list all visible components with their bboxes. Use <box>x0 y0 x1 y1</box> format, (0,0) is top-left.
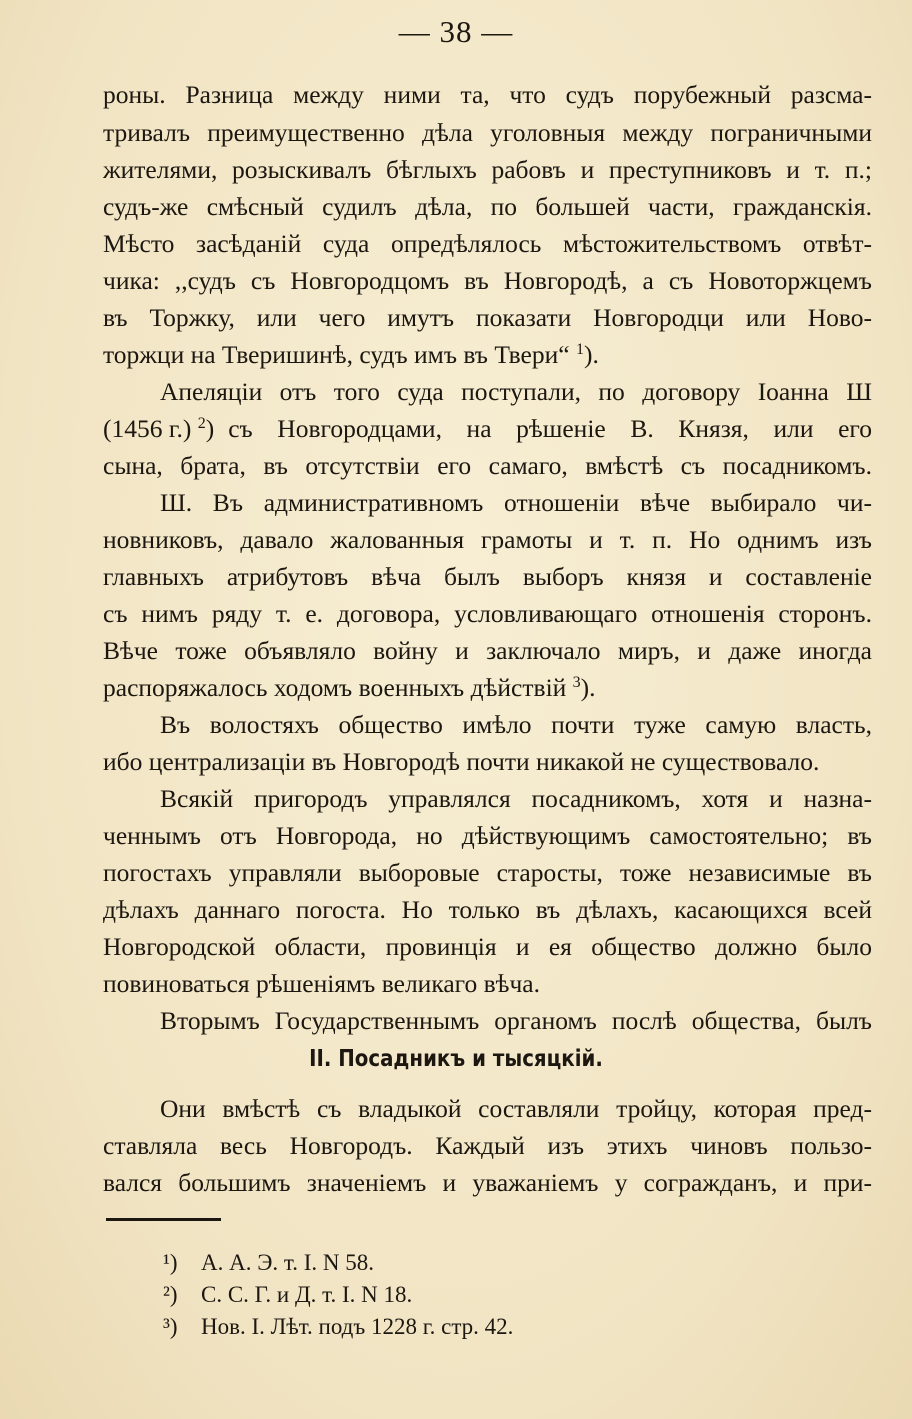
text-line-content: торжци на Тверишинѣ, судъ имъ въ Твери“ <box>103 340 570 369</box>
text-line: сына, брата, въ отсутствіи его самаго, вмѣстѣ съ посадникомъ. <box>103 451 872 480</box>
text-line: въ Торжку, или чего имутъ показати Новгородци или Ново- <box>103 303 872 332</box>
text-line-rest: съ Новгородцами, на рѣшеніе В. Князя, или его <box>228 414 872 443</box>
text-line: ставляла весь Новгородъ. Каждый изъ этихъ чиновъ пользо- <box>103 1131 872 1160</box>
footnote-mark: ¹) <box>163 1250 178 1275</box>
footnote-ref-close: ) <box>205 414 215 443</box>
footnote-mark: ³) <box>163 1314 178 1339</box>
text-line <box>103 342 599 368</box>
text-line: дѣлахъ даннаго погоста. Но только въ дѣлахъ, касающихся всей <box>103 895 872 924</box>
text-line: Ш. Въ административномъ отношеніи вѣче выбирало чи- <box>160 488 872 517</box>
page-number: — 38 — <box>398 14 514 49</box>
text-line: повиноваться рѣшеніямъ великаго вѣча. <box>103 969 540 998</box>
text-line: Они вмѣстѣ съ владыкой составляли тройцу, которая пред- <box>160 1094 872 1123</box>
text-line: Новгородской области, провинція и ея общество должно было <box>103 932 872 961</box>
footnote-ref: 3 <box>572 674 581 691</box>
text-line: главныхъ атрибутовъ вѣча былъ выборъ князя и составленіе <box>103 562 872 591</box>
text-line: жителями, розыскивалъ бѣглыхъ рабовъ и преступниковъ и т. п.; <box>103 155 872 184</box>
text-line: погостахъ управляли выборовые старосты, тоже независимые въ <box>103 858 872 887</box>
text-line: новниковъ, давало жалованныя грамоты и т. п. Но однимъ изъ <box>103 525 872 554</box>
footnote-text: А. А. Э. т. I. N 58. <box>201 1250 374 1275</box>
footnote-mark: ²) <box>163 1282 178 1307</box>
text-line <box>103 675 596 701</box>
text-line: роны. Разница между ними та, что судъ порубежный разсма- <box>103 80 872 109</box>
text-line: тривалъ преимущественно дѣла уголовныя между пограничными <box>103 118 872 147</box>
footnote-text: Нов. I. Лѣт. подъ 1228 г. стр. 42. <box>201 1314 514 1339</box>
footnote-divider <box>106 1218 221 1221</box>
footnote-ref: 2 <box>197 415 206 432</box>
footnote-ref-close: ). <box>580 673 596 702</box>
text-line: ибо централизаціи въ Новгородѣ почти никакой не существовало. <box>103 747 820 776</box>
text-line: Вторымъ Государственнымъ органомъ послѣ общества, былъ <box>160 1006 872 1035</box>
footnote-text: С. С. Г. и Д. т. I. N 18. <box>201 1282 413 1307</box>
text-line: Вѣче тоже объявляло войну и заключало миръ, и даже иногда <box>103 636 872 665</box>
section-heading: II. Посадникъ и тысяцкій. <box>309 1046 603 1072</box>
text-line: съ нимъ ряду т. е. договора, условливающаго отношенія сторонъ. <box>103 599 872 628</box>
text-line: Въ волостяхъ общество имѣло почти туже самую власть, <box>160 710 872 739</box>
text-line-start <box>103 416 214 442</box>
footnote-ref: 1 <box>575 341 584 358</box>
text-line: Мѣсто засѣданій суда опредѣлялось мѣстожительствомъ отвѣт- <box>103 229 872 258</box>
text-line: ченнымъ отъ Новгорода, но дѣйствующимъ самостоятельно; въ <box>103 821 872 850</box>
text-line: Апеляціи отъ того суда поступали, по договору Іоанна Ш <box>160 377 872 406</box>
text-line-content: распоряжалось ходомъ военныхъ дѣйствій <box>103 673 567 702</box>
text-line: Всякій пригородъ управлялся посадникомъ, хотя и назна- <box>160 784 872 813</box>
text-line: чика: ,,судъ съ Новгородцомъ въ Новгородѣ, а съ Новоторжцемъ <box>103 266 872 295</box>
footnote <box>163 1250 374 1276</box>
text-line: судъ-же смѣсный судилъ дѣла, по большей части, гражданскія. <box>103 192 872 221</box>
text-line: вался большимъ значеніемъ и уважаніемъ у согражданъ, и при- <box>103 1168 872 1197</box>
text-line <box>103 416 872 442</box>
footnote <box>163 1282 412 1308</box>
footnote-ref-close: ). <box>583 340 599 369</box>
year-text: (1456 г.) <box>103 414 192 443</box>
footnote <box>163 1314 513 1340</box>
